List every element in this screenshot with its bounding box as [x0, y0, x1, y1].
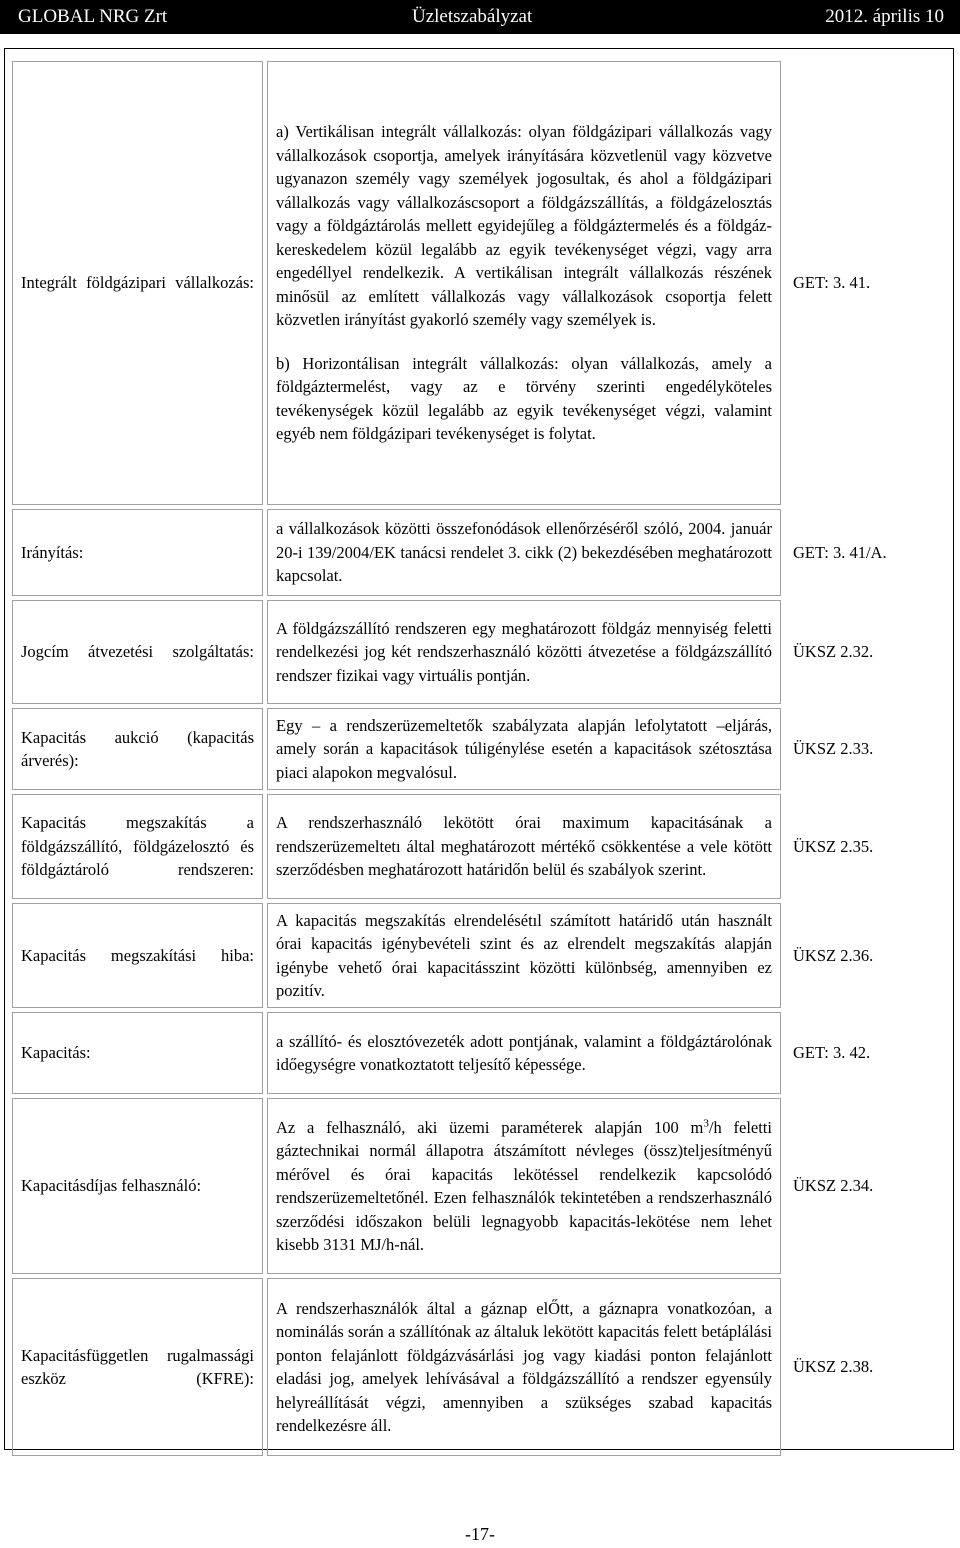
definition-cell: Egy – a rendszerüzemeltetők szabályzata alapján lefolytatott –eljárás, amely során a kapacitások túligénylése esetén a kapacitások szétosztása piaci alapokon megvalósul. — [267, 708, 781, 790]
reference-cell: ÜKSZ 2.38. — [793, 1357, 874, 1377]
page-number: -17- — [465, 1524, 495, 1544]
table-row — [12, 1012, 944, 1094]
definition-cell: a szállító- és elosztóvezeték adott pontjának, valamint a földgáztárolónak időegységre vonatkoztatott teljesítő képessége. — [267, 1012, 781, 1094]
reference-cell: ÜKSZ 2.32. — [793, 642, 874, 662]
reference-cell: ÜKSZ 2.36. — [793, 945, 874, 965]
definition-cell: A földgázszállító rendszeren egy meghatározott földgáz mennyiség feletti rendelkezési jog két rendszerhasználó közötti átvezetése a földgázszállító rendszer fizikai vagy virtuális pontján. — [267, 600, 781, 704]
table-row — [12, 1278, 944, 1456]
definition-text-post: /h feletti gáztechnikai normál állapotra átszámított névleges (össz)teljesítményű mérővel és órai kapacitás lekötéssel rendelkezik kapcsolódó rendszerüzemeltetőnél. Ezen felhasználók tekintetében a rendszerhasználó szerződési időszakon belüli legnagyobb kapacitás-lekötése nem lehet kisebb 3131 MJ/h-nál. — [276, 1117, 772, 1254]
reference-cell: ÜKSZ 2.33. — [793, 739, 874, 759]
definitions-table — [8, 57, 948, 1460]
reference-cell: GET: 3. 42. — [793, 1043, 871, 1063]
table-row — [12, 1098, 944, 1274]
definition-cell: a vállalkozások közötti összefonódások ellenőrzéséről szóló, 2004. január 20-i 139/2004/EK tanácsi rendelet 3. cikk (2) bekezdésében meghatározott kapcsolat. — [267, 509, 781, 596]
reference-cell: GET: 3. 41/A. — [793, 542, 887, 562]
table-row — [12, 600, 944, 704]
table-row — [12, 794, 944, 899]
table-row — [12, 509, 944, 596]
header-date: 2012. április 10 — [825, 6, 944, 27]
superscript-exponent: 3 — [703, 1117, 709, 1129]
term-cell: Kapacitás megszakítási hiba: — [12, 903, 263, 1008]
definition-text-pre: Az a felhasználó, aki üzemi paraméterek alapján 100 m — [276, 1117, 704, 1137]
term-cell: Irányítás: — [12, 509, 263, 596]
definition-cell — [267, 1098, 781, 1274]
term-cell: Kapacitás: — [12, 1012, 263, 1094]
reference-cell: ÜKSZ 2.34. — [793, 1176, 874, 1196]
definition-cell: A rendszerhasználók által a gáznap elŐtt, a gáznapra vonatkozóan, a nominálás során a szállítónak az általuk lekötött kapacitás felett betáplálási ponton felajánlott földgázvásárlási jog vagy kiadási ponton felajánlott eladási jog, amelyek lehívásával a földgázszállító a rendszer egyensúly helyreállítását végzi, amennyiben a szükséges szabad kapacitás rendelkezésre áll. — [267, 1278, 781, 1456]
term-cell: Kapacitás megszakítás a földgázszállító, földgázelosztó és földgáztároló rendszeren: — [12, 794, 263, 899]
term-cell: Kapacitás aukció (kapacitás árverés): — [12, 708, 263, 790]
table-row — [12, 708, 944, 790]
table-row — [12, 903, 944, 1008]
definition-part-b: b) Horizontálisan integrált vállalkozás: olyan vállalkozás, amely a földgáztermelést, vagy az e törvény szerinti engedélyköteles tevékenységek közül legalább az egyik tevékenységet végzi, valamint egyéb nem földgázipari tevékenységet is folytat. — [276, 353, 772, 444]
reference-cell: ÜKSZ 2.35. — [793, 836, 874, 856]
definition-part-a: a) Vertikálisan integrált vállalkozás: olyan földgázipari vállalkozás vagy vállalkozások csoportja, amelyek irányítására közvetlenül vagy közvetve ugyanazon személy vagy személyek jogosultak, és ahol a földgázipari vállalkozás vagy vállalkozáscsoport a földgázszállítás, a földgázelosztás vagy a földgáztárolás mellett egyidejűleg a földgáztermelés és a földgáz-kereskedelem közül legalább az egyik tevékenységet végzi, vagy arra engedéllyel rendelkezik. A vertikálisan integrált vállalkozás részének minősül az említett vállalkozás vagy vállalkozások csoportja felett közvetlen irányítást gyakorló személy vagy személyek is. — [276, 122, 772, 330]
term-cell: Jogcím átvezetési szolgáltatás: — [12, 600, 263, 704]
term-cell: Kapacitásdíjas felhasználó: — [12, 1098, 263, 1274]
definition-cell — [267, 61, 781, 505]
page-header — [0, 0, 960, 34]
reference-cell: GET: 3. 41. — [793, 273, 871, 293]
term-cell: Integrált földgázipari vállalkozás: — [12, 61, 263, 505]
term-cell: Kapacitásfüggetlen rugalmassági eszköz (KFRE): — [12, 1278, 263, 1456]
table-row — [12, 61, 944, 505]
header-doc-title: Üzletszabályzat — [412, 6, 533, 27]
definition-cell: A rendszerhasználó lekötött órai maximum kapacitásának a rendszerüzemeltetı által meghatározott mértékő csökkentése a vele kötött szerződésben meghatározott határidőn belül és szabályok szerint. — [267, 794, 781, 899]
definition-cell: A kapacitás megszakítás elrendelésétıl számított határidő után használt órai kapacitás igénybevételi szint és az elrendelt megszakítás alapján igénybe vehető órai kapacitásszint közötti különbség, amennyiben ez pozitív. — [267, 903, 781, 1008]
header-company: GLOBAL NRG Zrt — [18, 6, 168, 27]
